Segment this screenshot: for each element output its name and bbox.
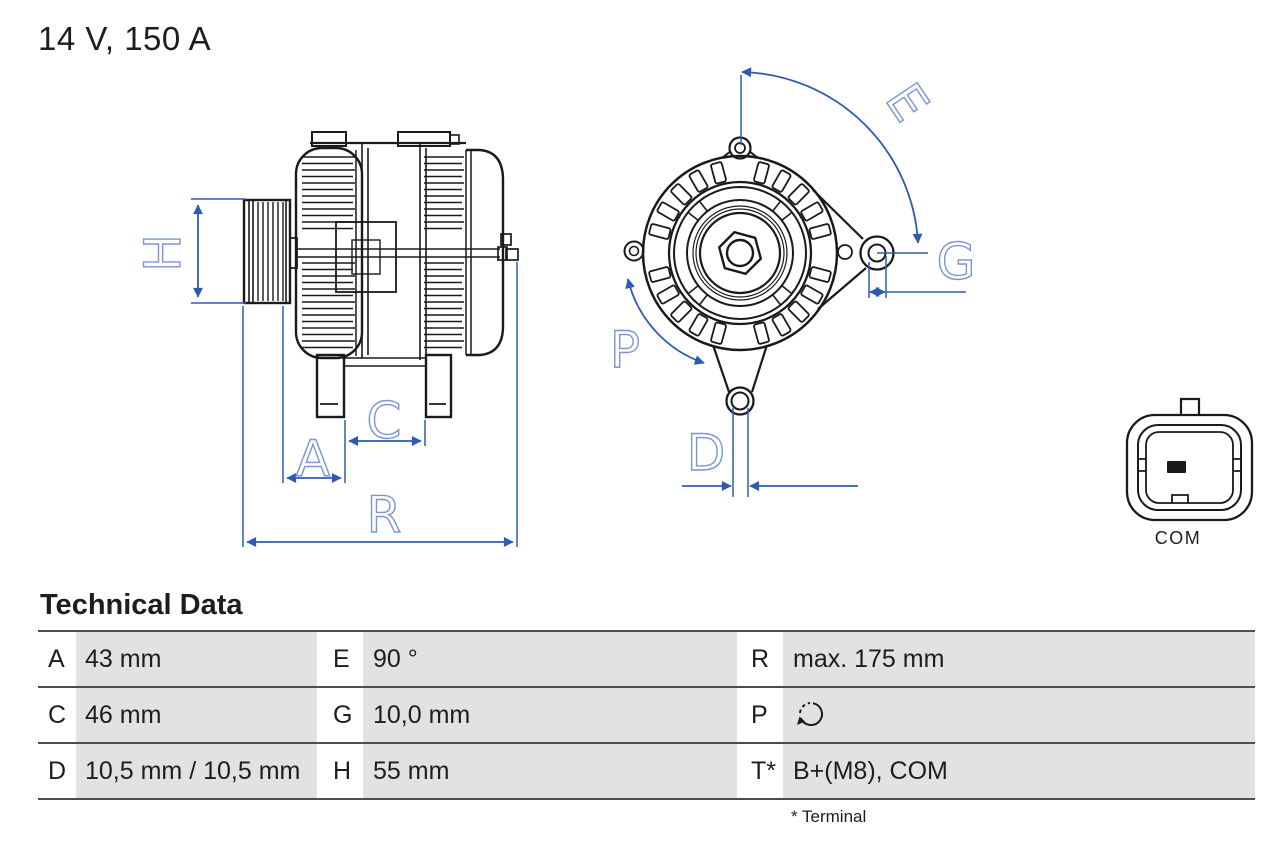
label-a: A [295,430,331,488]
label-h: H [134,234,192,272]
dim-value-g: 10,0 mm [363,688,737,742]
label-c: C [366,392,402,450]
front-view [625,138,894,415]
table-row [38,744,1255,800]
dim-value-a: 43 mm [76,632,317,686]
dim-label-h: H [317,744,363,798]
left-mounting-ear [625,242,644,261]
dim-label-p: P [737,688,783,742]
dim-value-e: 90 ° [363,632,737,686]
cooling-fins [302,157,464,348]
table-row [38,632,1255,688]
dim-value-d: 10,5 mm / 10,5 mm [76,744,317,798]
side-view [244,132,518,417]
pulley [244,200,297,303]
dim-value-p [783,688,1255,742]
housing-rim [643,156,837,350]
table-row [38,688,1255,744]
dim-label-g: G [317,688,363,742]
label-r: R [366,486,402,544]
page-title: 14 V, 150 A [38,20,212,57]
terminal-footnote: * Terminal [791,807,867,826]
dim-value-h: 55 mm [363,744,737,798]
vent-slots [649,162,832,345]
dim-label-c: C [38,688,76,742]
dim-label-a: A [38,632,76,686]
shaft-nut [719,232,761,274]
dim-value-r: max. 175 mm [783,632,1255,686]
dim-label-d: D [38,744,76,798]
dimension-h [191,199,246,303]
label-d: D [686,424,726,482]
dim-value-c: 46 mm [76,688,317,742]
technical-data-table [38,630,1255,800]
side-view-dimensions [191,199,517,547]
dim-value-t: B+(M8), COM [783,744,1255,798]
technical-data-heading: Technical Data [40,589,243,621]
bottom-mounting-lug [713,345,767,415]
dim-label-r: R [737,632,783,686]
connector-pin [1167,461,1186,473]
label-e: E [874,73,940,132]
clockwise-rotation-icon [793,698,827,732]
dim-label-t: T* [737,744,783,798]
label-g: G [936,233,976,291]
bearing-ring [674,187,806,319]
stator-drum [296,132,500,366]
rear-cover [466,150,518,355]
technical-data-section [38,586,1255,827]
connector-label: COM [1154,528,1202,548]
label-p: P [609,321,641,379]
dim-label-e: E [317,632,363,686]
com-connector-icon [1127,399,1252,520]
